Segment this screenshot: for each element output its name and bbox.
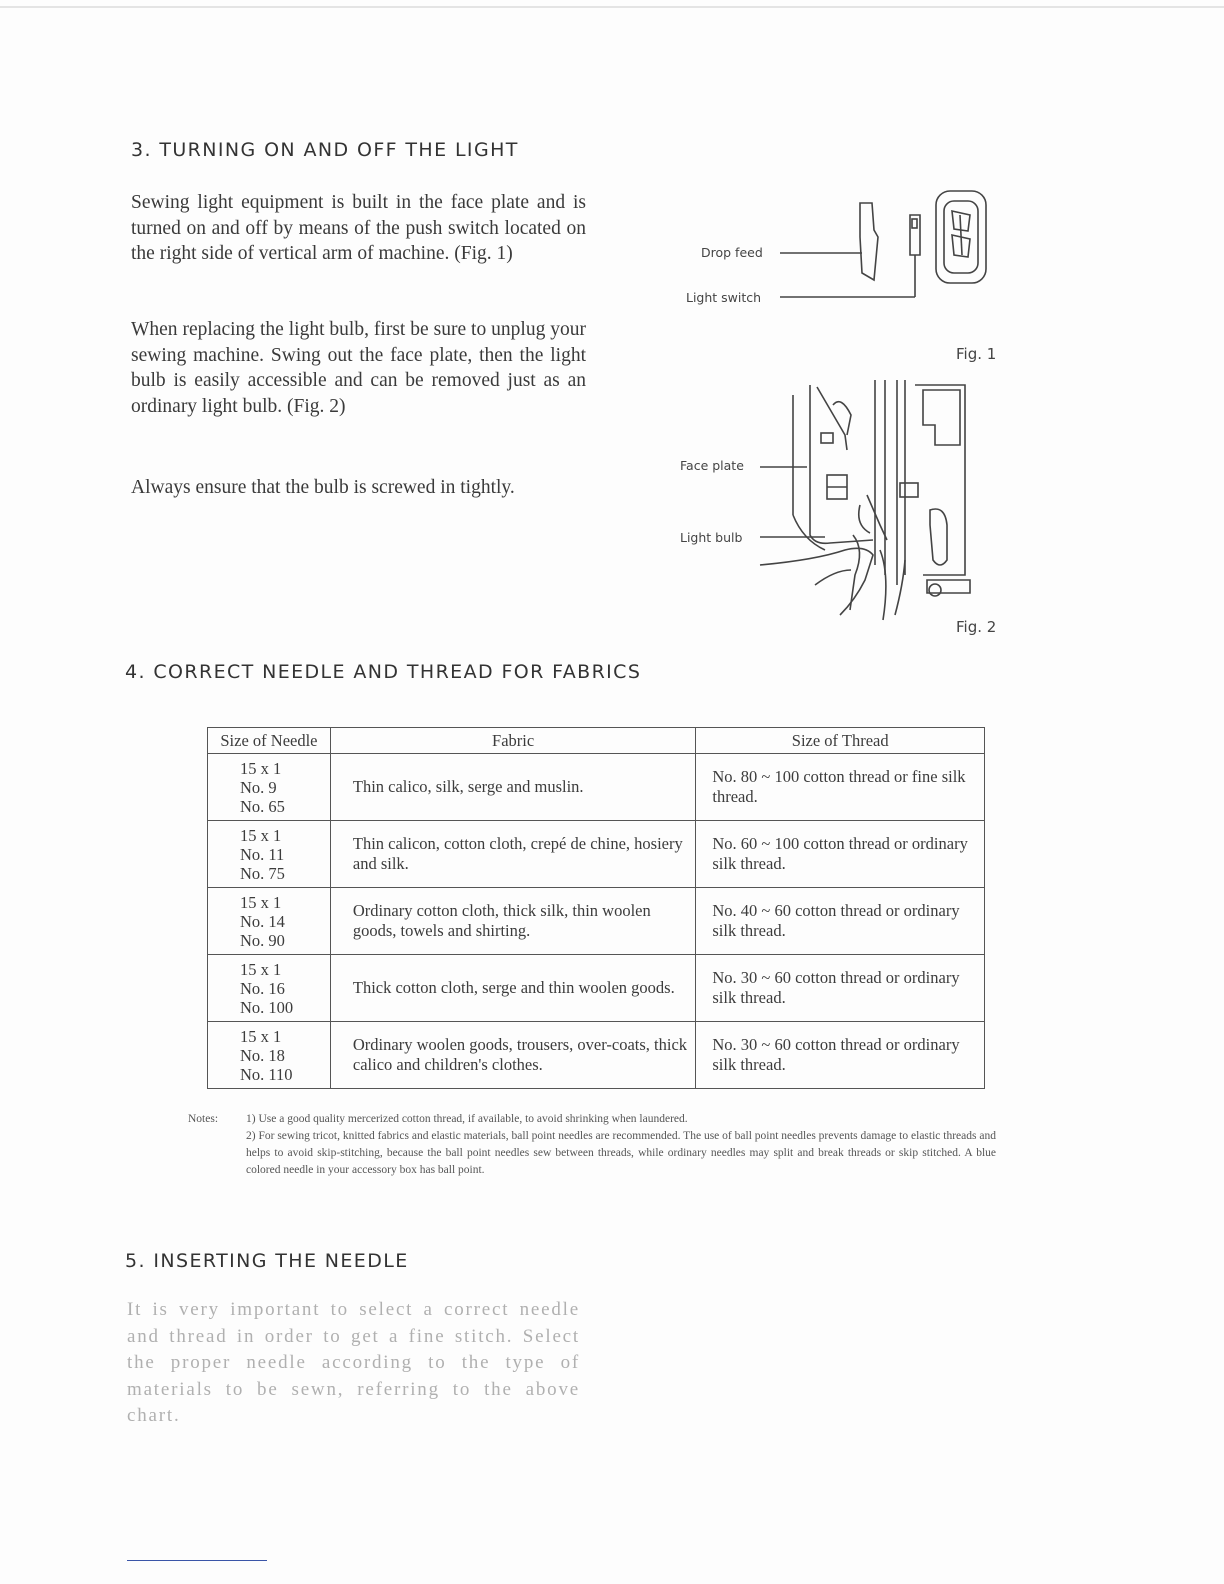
fabric-cell: Thin calicon, cotton cloth, crepé de chine, hosiery and silk. <box>330 821 696 888</box>
section-3-paragraph-3: Always ensure that the bulb is screwed in tightly. <box>131 477 515 498</box>
needle-type: 15 x 1 <box>240 959 282 979</box>
section-3-paragraph-2: When replacing the light bulb, first be sure to unplug your sewing machine. Swing out the face plate, then the light bulb is easily accessible and can be removed just as an ordinary light bulb. (Fig. 2) <box>131 319 586 417</box>
needle-type: 15 x 1 <box>240 758 282 778</box>
table-row <box>208 821 985 888</box>
needle-cell <box>208 821 331 888</box>
needle-metric: No. 65 <box>240 796 285 816</box>
fabric-cell: Thin calico, silk, serge and muslin. <box>330 754 696 821</box>
needle-number: No. 18 <box>240 1045 285 1065</box>
fabric-cell: Thick cotton cloth, serge and thin woolen goods. <box>330 955 696 1022</box>
needle-number: No. 16 <box>240 978 285 998</box>
scan-top-edge <box>0 6 1224 8</box>
table-header-row <box>208 728 985 754</box>
label-light-switch: Light switch <box>686 290 762 305</box>
section-3-paragraph-1: Sewing light equipment is built in the face plate and is turned on and off by means of the push switch located on the right side of vertical arm of machine. (Fig. 1) <box>131 192 586 264</box>
header-size-of-thread: Size of Thread <box>696 728 985 754</box>
note-2: 2) For sewing tricot, knitted fabrics and elastic materials, ball point needles are recommended. The use of ball point needles prevents damage to elastic threads and helps to avoid skip-stitching, because the ball point needles sew between threads, while ordinary needles may split and break threads or skip stitched. A blue colored needle in your accessory box has ball point. <box>246 1130 996 1176</box>
table-row <box>208 1022 985 1089</box>
needle-metric: No. 90 <box>240 930 285 950</box>
needle-number: No. 14 <box>240 911 285 931</box>
needle-cell <box>208 754 331 821</box>
note-1: 1) Use a good quality mercerized cotton thread, if available, to avoid shrinking when laundered. <box>246 1113 688 1125</box>
needle-number: No. 11 <box>240 844 285 864</box>
table-row <box>208 955 985 1022</box>
needle-type: 15 x 1 <box>240 892 282 912</box>
section-5-paragraph: It is very important to select a correct needle and thread in order to get a fine stitch. Select the proper needle according to the type of materials to be sewn, referring to the above chart. <box>127 1299 580 1426</box>
table-row <box>208 888 985 955</box>
needle-cell <box>208 888 331 955</box>
needle-cell <box>208 1022 331 1089</box>
section-5-heading: 5. INSERTING THE NEEDLE <box>125 1250 409 1272</box>
needle-type: 15 x 1 <box>240 1026 282 1046</box>
label-face-plate: Face plate <box>680 458 744 473</box>
thread-cell: No. 60 ~ 100 cotton thread or ordinary silk thread. <box>696 821 985 888</box>
label-light-bulb: Light bulb <box>680 530 743 545</box>
footer-rule <box>127 1560 267 1561</box>
needle-type: 15 x 1 <box>240 825 282 845</box>
thread-cell: No. 40 ~ 60 cotton thread or ordinary silk thread. <box>696 888 985 955</box>
needle-thread-table <box>207 727 985 1089</box>
fabric-cell: Ordinary woolen goods, trousers, over-coats, thick calico and children's clothes. <box>330 1022 696 1089</box>
needle-cell <box>208 955 331 1022</box>
fig2-face-plate-drawing <box>755 375 975 625</box>
needle-number: No. 9 <box>240 777 277 797</box>
fig1-switch-drawing <box>770 185 1000 310</box>
fig-2-caption: Fig. 2 <box>956 618 997 636</box>
thread-cell: No. 30 ~ 60 cotton thread or ordinary silk thread. <box>696 1022 985 1089</box>
needle-metric: No. 100 <box>240 997 294 1017</box>
label-drop-feed: Drop feed <box>701 245 763 260</box>
needle-metric: No. 75 <box>240 863 285 883</box>
notes-label: Notes: <box>188 1113 219 1125</box>
needle-metric: No. 110 <box>240 1064 293 1084</box>
section-4-heading: 4. CORRECT NEEDLE AND THREAD FOR FABRICS <box>125 661 642 683</box>
header-fabric: Fabric <box>330 728 696 754</box>
table-row <box>208 754 985 821</box>
fabric-cell: Ordinary cotton cloth, thick silk, thin woolen goods, towels and shirting. <box>330 888 696 955</box>
thread-cell: No. 80 ~ 100 cotton thread or fine silk thread. <box>696 754 985 821</box>
thread-cell: No. 30 ~ 60 cotton thread or ordinary silk thread. <box>696 955 985 1022</box>
fig-1-caption: Fig. 1 <box>956 345 997 363</box>
header-size-of-needle: Size of Needle <box>208 728 331 754</box>
section-3-heading: 3. TURNING ON AND OFF THE LIGHT <box>131 139 519 161</box>
